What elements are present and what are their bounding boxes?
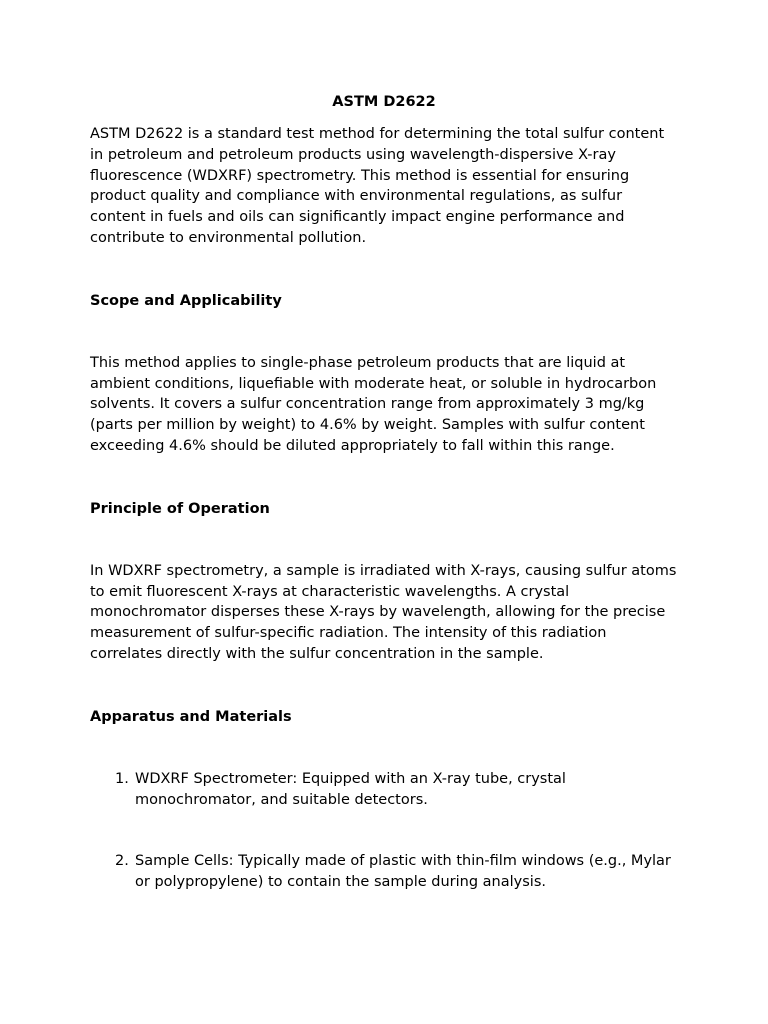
list-item-number: 1. <box>115 770 129 787</box>
document-title: ASTM D2622 <box>332 94 436 110</box>
section-heading-principle: Principle of Operation <box>90 500 270 517</box>
intro-paragraph: ASTM D2622 is a standard test method for determining the total sulfur content in petroleum and petroleum products using wavelength-dispersive X-ray fluorescence (WDXRF) spectrometry. This method is essential for ensuring product quality and compliance with environmental regulations, as sulfur content in fuels and oils can significantly impact engine performance and contribute to environmental pollution. <box>90 126 665 246</box>
section-heading-scope: Scope and Applicability <box>90 292 282 309</box>
list-item-number: 2. <box>115 853 129 870</box>
section-body-scope: This method applies to single-phase petroleum products that are liquid at ambient conditions, liquefiable with moderate heat, or soluble in hydrocarbon solvents. It covers a sulfur concentration range from approximately 3 mg/kg (parts per million by weight) to 4.6% by weight. Samples with sulfur content exceeding 4.6% should be diluted appropriately to fall within this range. <box>90 354 657 454</box>
list-item <box>90 769 678 811</box>
list-item-text: Sample Cells: Typically made of plastic with thin-film windows (e.g., Mylar or polypropylene) to contain the sample during analysis. <box>135 853 671 891</box>
document-page <box>90 92 678 934</box>
section-body-principle: In WDXRF spectrometry, a sample is irradiated with X-rays, causing sulfur atoms to emit fluorescent X-rays at characteristic wavelengths. A crystal monochromator disperses these X-rays by wavelength, allowing for the precise measurement of sulfur-specific radiation. The intensity of this radiation correlates directly with the sulfur concentration in the sample. <box>90 562 677 662</box>
apparatus-list <box>90 769 678 893</box>
section-heading-apparatus: Apparatus and Materials <box>90 708 292 725</box>
list-item-text: WDXRF Spectrometer: Equipped with an X-ray tube, crystal monochromator, and suitable detectors. <box>135 770 566 808</box>
list-item <box>90 851 678 893</box>
